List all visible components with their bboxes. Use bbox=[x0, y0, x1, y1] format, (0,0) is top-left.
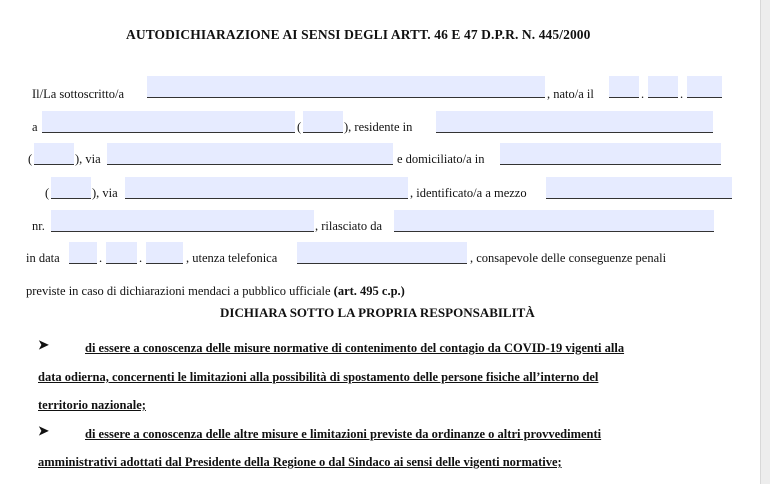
arrow-bullet-icon: ➤ bbox=[38, 337, 49, 352]
domicile-city-field[interactable] bbox=[500, 143, 721, 165]
declaration-1-line-1: di essere a conoscenza delle misure normative di contenimento del contagio da COVID-19 vigenti alla bbox=[85, 341, 625, 355]
issue-day-field[interactable] bbox=[69, 242, 97, 264]
via-label: ), via bbox=[92, 186, 118, 200]
document-title: AUTODICHIARAZIONE AI SENSI DEGLI ARTT. 46 E 47 D.P.R. N. 445/2000 bbox=[126, 27, 591, 42]
utenza-label: , utenza telefonica bbox=[186, 251, 278, 265]
identificato-label: , identificato/a a mezzo bbox=[410, 186, 527, 200]
birth-place-field[interactable] bbox=[42, 111, 295, 133]
declaration-1-line-2: data odierna, concernenti le limitazioni alla possibilità di spostamento delle persone fisiche all’interno del bbox=[38, 370, 599, 384]
phone-field[interactable] bbox=[297, 242, 467, 264]
previste-label: previste in caso di dichiarazioni mendaci a pubblico ufficiale bbox=[26, 284, 331, 298]
nr-label: nr. bbox=[32, 219, 45, 233]
birth-province-field[interactable] bbox=[303, 111, 343, 133]
domicile-province-field[interactable] bbox=[51, 177, 91, 199]
declaration-1-line-3: territorio nazionale; bbox=[38, 398, 146, 412]
page-edge bbox=[760, 0, 770, 484]
paren-open: ( bbox=[28, 152, 33, 166]
residence-street-field[interactable] bbox=[107, 143, 393, 165]
birth-month-field[interactable] bbox=[648, 76, 678, 98]
previste-text bbox=[26, 284, 405, 298]
dichiara-heading: DICHIARA SOTTO LA PROPRIA RESPONSABILITÀ bbox=[220, 305, 535, 320]
rilasciato-label: , rilasciato da bbox=[315, 219, 382, 233]
domicile-street-field[interactable] bbox=[125, 177, 408, 199]
issued-by-field[interactable] bbox=[394, 210, 714, 232]
id-number-field[interactable] bbox=[51, 210, 314, 232]
residente-label: ), residente in bbox=[344, 120, 413, 134]
dot-sep: . bbox=[641, 87, 645, 101]
residence-province-field[interactable] bbox=[34, 143, 74, 165]
via-label: ), via bbox=[75, 152, 101, 166]
birth-year-field[interactable] bbox=[687, 76, 722, 98]
a-label: a bbox=[32, 120, 38, 134]
declaration-2-line-1: di essere a conoscenza delle altre misure e limitazioni previste da ordinanze o altri provvedimenti bbox=[85, 427, 602, 441]
in-data-label: in data bbox=[26, 251, 60, 265]
paren-open: ( bbox=[297, 120, 302, 134]
dot-sep: . bbox=[139, 251, 143, 265]
declaration-2-line-2: amministrativi adottati dal Presidente della Regione o dal Sindaco ai sensi delle vigenti normative; bbox=[38, 455, 562, 469]
domicilio-label: e domiciliato/a in bbox=[397, 152, 485, 166]
residence-city-field[interactable] bbox=[436, 111, 713, 133]
paren-open: ( bbox=[45, 186, 50, 200]
arrow-bullet-icon: ➤ bbox=[38, 423, 49, 438]
nato-label: , nato/a il bbox=[547, 87, 594, 101]
art-reference: (art. 495 c.p.) bbox=[333, 284, 405, 298]
birth-day-field[interactable] bbox=[609, 76, 639, 98]
sottoscritto-label: Il/La sottoscritto/a bbox=[32, 87, 124, 101]
id-document-field[interactable] bbox=[546, 177, 732, 199]
issue-year-field[interactable] bbox=[146, 242, 183, 264]
name-field[interactable] bbox=[147, 76, 545, 98]
dot-sep: . bbox=[680, 87, 684, 101]
dot-sep: . bbox=[99, 251, 103, 265]
consapevole-label: , consapevole delle conseguenze penali bbox=[470, 251, 667, 265]
issue-month-field[interactable] bbox=[106, 242, 137, 264]
